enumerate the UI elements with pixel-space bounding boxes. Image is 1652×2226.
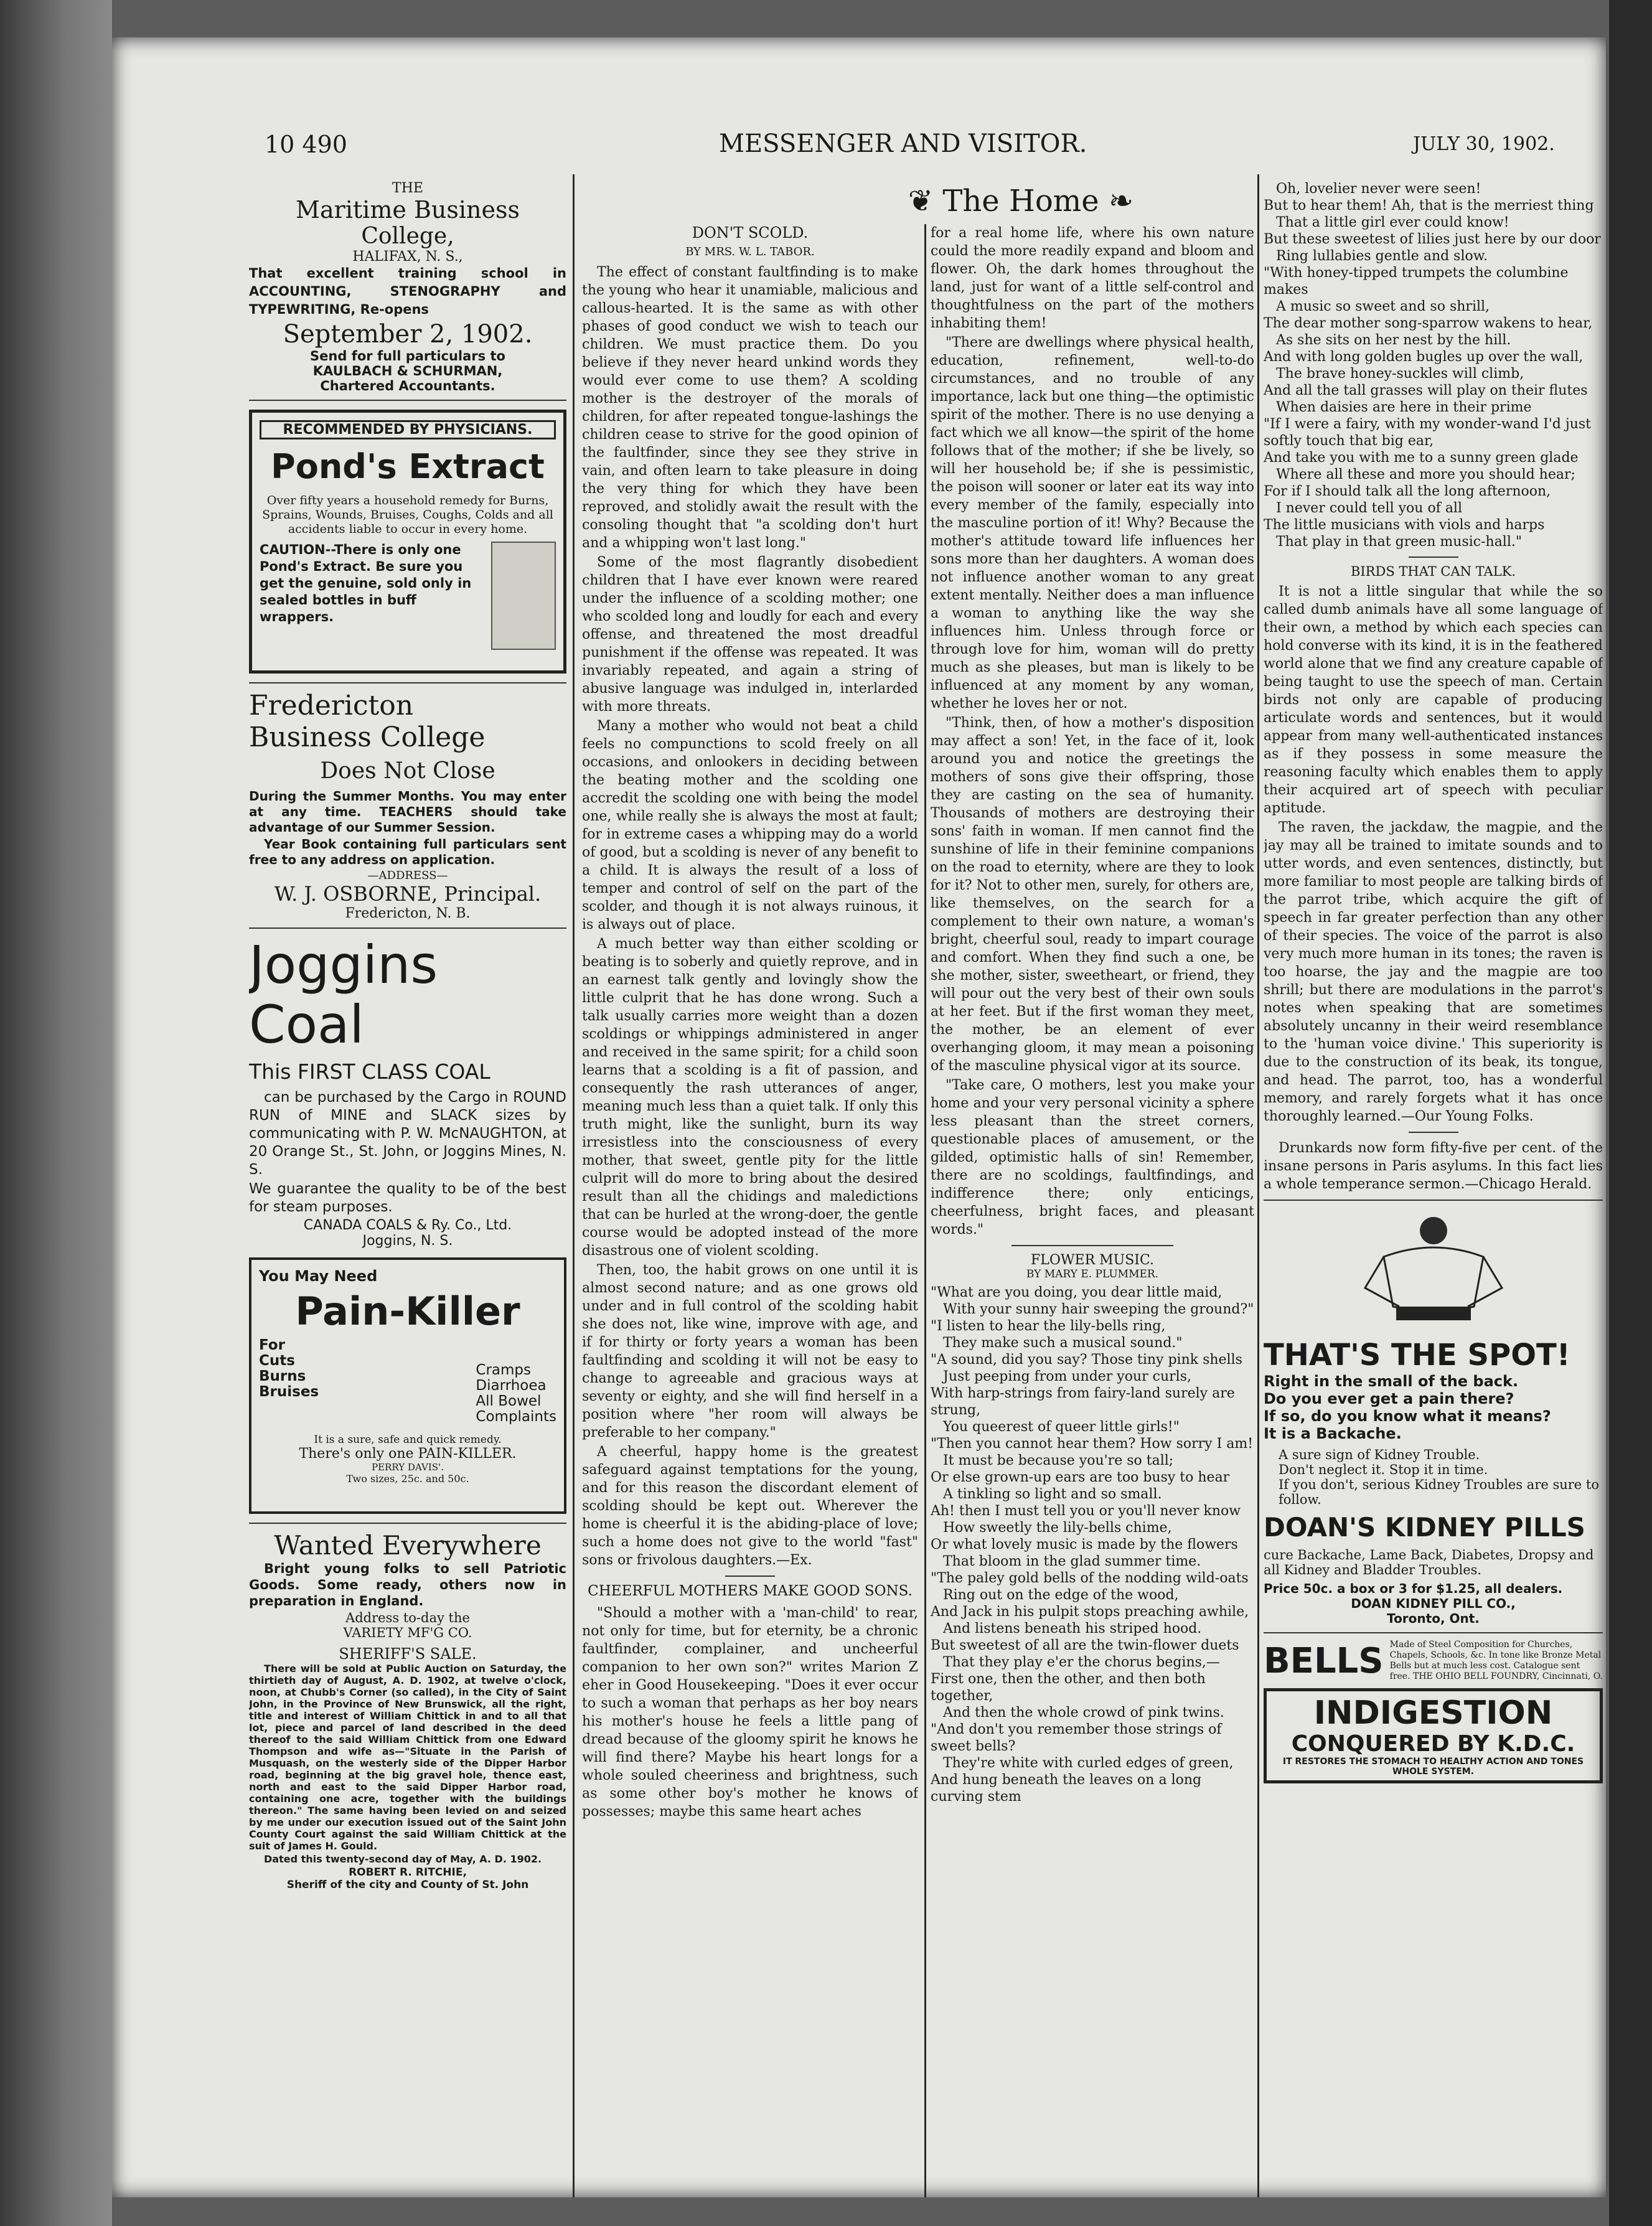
paragraph: Many a mother who would not beat a child feels no compunctions to scold freely on all occasions, and onlookers in deciding between the beating mother and the scolding one accredit the scolding one with being the model one, while really she is always the most at fault; for in extreme cases a whipping may do a world of good, but a scolding is never of any benefit to a child. It is always the result of a loss of temper and control of self on the part of the scolder, and though it is not always ruinous, it is always out of place. bbox=[582, 718, 918, 932]
poem-line: "A sound, did you say? Those tiny pink shells bbox=[931, 1352, 1242, 1368]
paragraph: A much better way than either scolding or beating is to soberly and quietly reprove, and in an earnest talk gently and lovingly show the little culprit that he has done wrong. Such a talk usually carries more weight than a dozen scoldings or whippings administered in anger and received in the same spirit; for a child soon learns that a scolding is a fit of passion, and consequently the rash utterances of anger, meaning much less than a quiet talk. If only this truth might, like the sunlight, burn its way irresistless into the consciousness of every mother, that sweet, gentle pity for the little culprit will do more to bring about the desired result than all the chidings and maledictions that can be hurled at the wrong-doer, the gentle course would be adopted instead of the more disastrous one of violent scolding. bbox=[582, 936, 918, 1259]
ad-line: Burns bbox=[259, 1368, 306, 1384]
poem-line: The brave honey-suckles will climb, bbox=[1276, 366, 1524, 382]
poem-line: That a little girl ever could know! bbox=[1276, 215, 1509, 230]
ad-line: CANADA COALS & Ry. Co., Ltd. bbox=[303, 1218, 512, 1233]
section-heading bbox=[878, 184, 1164, 218]
poem-line: That bloom in the glad summer time. bbox=[943, 1554, 1201, 1569]
poem-line: But to hear them! Ah, that is the merriest thing bbox=[1264, 198, 1594, 214]
poem-line: A tinkling so light and so small. bbox=[943, 1486, 1162, 1502]
poem-line: "I listen to hear the lily-bells ring, bbox=[931, 1318, 1166, 1334]
ad-line: DOAN KIDNEY PILL CO., bbox=[1351, 1596, 1516, 1611]
article-column-2 bbox=[582, 224, 918, 2191]
poem-line: And with long golden bugles up over the wall, bbox=[1264, 349, 1584, 365]
ad-line: Two sizes, 25c. and 50c. bbox=[346, 1473, 469, 1485]
divider bbox=[1409, 556, 1458, 558]
page-number: 10 490 bbox=[265, 131, 347, 158]
article-column-3 bbox=[931, 224, 1254, 2191]
poem-line: The dear mother song-sparrow wakens to hear, bbox=[1264, 316, 1593, 331]
ad-text: During the Summer Months. You may enter at any time. TEACHERS should take advantage of our Summer Session. bbox=[249, 789, 566, 835]
paragraph: for a real home life, where his own nature could the more readily expand and bloom and flower. Oh, the dark homes throughout the land, just for want of a little self-control and thoughtfulness on the part of the mothers inhabiting them! bbox=[931, 225, 1254, 331]
ad-line: You May Need bbox=[259, 1267, 378, 1285]
wanted-everywhere-ad bbox=[249, 1530, 566, 1640]
ad-heading: College, bbox=[361, 223, 454, 249]
notice-signature: Sheriff of the city and County of St. John bbox=[286, 1879, 529, 1891]
ad-text: Over fifty years a household remedy for Burns, Sprains, Wounds, Bruises, Coughs, Colds and all accidents liable to occur in every home. bbox=[262, 494, 553, 536]
poem-line: As she sits on her nest by the hill. bbox=[1276, 332, 1511, 348]
poem-line: First one, then the other, and then both together, bbox=[931, 1671, 1206, 1704]
ad-heading: Does Not Close bbox=[320, 758, 495, 784]
poem-line: The little musicians with viols and harps bbox=[1264, 517, 1545, 533]
poem-line: And Jack in his pulpit stops preaching awhile, bbox=[931, 1604, 1249, 1620]
pain-killer-ad bbox=[249, 1257, 566, 1514]
ad-line: PERRY DAVIS'. bbox=[372, 1462, 444, 1473]
ad-line: Do you ever get a pain there? bbox=[1264, 1390, 1514, 1407]
ad-line: Cuts bbox=[259, 1353, 295, 1369]
ad-line: RECOMMENDED BY PHYSICIANS. bbox=[260, 420, 556, 439]
doans-kidney-pills-ad bbox=[1264, 1213, 1603, 1626]
issue-date: JULY 30, 1902. bbox=[1413, 133, 1555, 155]
ad-title: CONQUERED BY K.D.C. bbox=[1291, 1731, 1575, 1757]
masthead: MESSENGER AND VISITOR. bbox=[719, 129, 1087, 158]
ad-text: We guarantee the quality to be of the best for steam purposes. bbox=[249, 1181, 566, 1215]
paragraph: "Take care, O mothers, lest you make your home and your very personal vicinity a sphere less pleasant than the street corners, questionable places of amusement, or the gilded, optimistic halls of sin! Remember, there are no scoldings, faultfindings, and indifference there; only enticings, cheerfulness, bright faces, and pleasant words." bbox=[931, 1078, 1254, 1237]
poem-line: "And don't you remember those strings of sweet bells? bbox=[931, 1722, 1222, 1754]
poem-line: How sweetly the lily-bells chime, bbox=[943, 1520, 1172, 1536]
ad-line: Right in the small of the back. bbox=[1264, 1373, 1519, 1390]
scanner-dark-edge bbox=[1609, 0, 1652, 2226]
article-title: CHEERFUL MOTHERS MAKE GOOD SONS. bbox=[588, 1583, 913, 1599]
poem-line: When daisies are here in their prime bbox=[1276, 400, 1532, 415]
divider bbox=[249, 400, 566, 401]
ad-line: Address to-day the bbox=[345, 1610, 470, 1625]
ad-heading: Maritime Business bbox=[296, 196, 520, 223]
notice-text: Dated this twenty-second day of May, A. D. 1902. bbox=[264, 1853, 542, 1865]
ponds-extract-ad bbox=[249, 410, 566, 674]
poem-line: With your sunny hair sweeping the ground?" bbox=[943, 1302, 1254, 1317]
divider bbox=[725, 1576, 775, 1577]
poem-line: Or what lovely music is made by the flowers bbox=[931, 1537, 1238, 1552]
ad-line: Toronto, Ont. bbox=[1387, 1611, 1480, 1626]
paragraph: The effect of constant faultfinding is to make the young who hear it unamiable, malicious and callous-hearted. It is the same as with other phases of good conduct we wish to teach our children. We must practice them. Do you believe if they never heard unkind words they would ever come to use them? A scolding mother is the destroyer of the morals of children, for after repeated tongue-lashings the children cease to strive for the good opinion of the faultfinder, since they see they strive in vain, and often learn to take pleasure in doing the very thing for which they have been reproved, and stolidly await the result with the consoling thought that "a scolding don't hurt and a whipping won't last long." bbox=[582, 265, 918, 551]
ad-line: VARIETY MF'G CO. bbox=[343, 1625, 472, 1640]
ad-list bbox=[259, 1338, 319, 1425]
ad-text: can be purchased by the Cargo in ROUND RUN of MINE and SLACK sizes by communicating with P. W. McNAUGHTON, at 20 Orange St., St. John, or Joggins Mines, N. S. bbox=[249, 1089, 566, 1178]
poem-line: A music so sweet and so shrill, bbox=[1276, 299, 1490, 314]
ad-caution: CAUTION--There is only one Pond's Extract. Be sure you get the genuine, sold only in sealed bottles in buff wrappers. bbox=[260, 542, 472, 624]
ad-text: That excellent training school in ACCOUNTING, STENOGRAPHY and TYPEWRITING, Re-opens bbox=[249, 266, 566, 317]
poem-line: And hung beneath the leaves on a long curving stem bbox=[931, 1772, 1202, 1805]
paragraph: "Think, then, of how a mother's disposition may affect a son! Yet, in the face of it, look around you and notice the greetings the mothers of sons give their offspring, those they are casting on the sea of humanity. Thousands of mothers are destroying their sons' faith in woman. If men cannot find the sunshine of life in their feminine companions on the road to eternity, where are they to look for it? Not to other men, surely, for others are, like themselves, on the search for a complement to their own nature, a woman's bright, cheerful soul, ready to impart courage and comfort. When they find such a one, be she mother, sister, sweetheart, or friend, they will pour out the very best of their own souls at her feet. But if the first woman they meet, the mother, be an element of ever overhanging gloom, it may mean a poisoning of the masculine physical vigor at its source. bbox=[931, 715, 1254, 1074]
poem-line: "With honey-tipped trumpets the columbine makes bbox=[1264, 265, 1569, 298]
ad-line: KAULBACH & SCHURMAN, bbox=[312, 364, 503, 378]
ad-title: Joggins Coal bbox=[249, 934, 438, 1055]
poem-line: But these sweetest of lilies just here by our door bbox=[1264, 232, 1601, 247]
ad-line: If you don't, serious Kidney Troubles are sure to follow. bbox=[1279, 1477, 1599, 1507]
column-rule bbox=[1257, 174, 1259, 2197]
ad-line: —ADDRESS— bbox=[367, 869, 448, 882]
ad-line: For bbox=[259, 1337, 285, 1353]
ads-column bbox=[249, 181, 566, 2191]
poem-line: And all the tall grasses will play on their flutes bbox=[1264, 383, 1588, 398]
poem-line: "Then you cannot hear them? How sorry I am! bbox=[931, 1436, 1254, 1452]
paragraph: Some of the most flagrantly disobedient children that I have ever known were reared under the influence of a scolding mother; one who scolded long and loudly for each and every offense, and threatened the most dreadful punishment if the offense was repeated. It was invariably repeated, and again a string of abusive language was indulged in, interlarded with more threats. bbox=[582, 555, 918, 715]
ad-line: A sure sign of Kidney Trouble. bbox=[1279, 1447, 1480, 1462]
ad-line: Complaints bbox=[476, 1409, 556, 1425]
man-back-illustration bbox=[1346, 1213, 1521, 1331]
ad-line: THE bbox=[392, 181, 423, 196]
poem-line: They make such a musical sound." bbox=[943, 1335, 1183, 1351]
poem-line: But sweetest of all are the twin-flower duets bbox=[931, 1638, 1239, 1653]
ad-date: September 2, 1902. bbox=[283, 320, 533, 349]
poem-line: Oh, lovelier never were seen! bbox=[1276, 181, 1481, 197]
book-binding-edge bbox=[0, 0, 112, 2226]
ad-title: THAT'S THE SPOT! bbox=[1264, 1338, 1570, 1373]
paragraph: Drunkards now form fifty-five per cent. of the insane persons in Paris asylums. In this fact lies a whole temperance sermon.—Chicago Herald. bbox=[1264, 1140, 1603, 1192]
fredericton-college-ad bbox=[249, 690, 566, 921]
ad-title: Wanted Everywhere bbox=[274, 1530, 542, 1561]
poem-byline: BY MARY E. PLUMMER. bbox=[1026, 1268, 1159, 1280]
ad-line: If so, do you know what it means? bbox=[1264, 1407, 1551, 1425]
divider bbox=[1264, 1632, 1603, 1633]
section-title: The Home bbox=[942, 184, 1099, 218]
ad-text: Year Book containing full particulars sent free to any address on application. bbox=[249, 837, 566, 867]
article-column-4 bbox=[1264, 181, 1603, 2191]
ad-line: Fredericton, N. B. bbox=[345, 906, 471, 921]
poem-line: And then the whole crowd of pink twins. bbox=[943, 1705, 1224, 1721]
poem-line: You queerest of queer little girls!" bbox=[943, 1419, 1180, 1435]
poem bbox=[931, 1284, 1254, 1805]
ad-heading: Business College bbox=[249, 721, 486, 753]
poem-title: FLOWER MUSIC. bbox=[1030, 1252, 1154, 1268]
poem-line: "The paley gold bells of the nodding wild-oats bbox=[931, 1571, 1249, 1586]
ad-line: Joggins, N. S. bbox=[362, 1233, 453, 1249]
ad-text: Made of Steel Composition for Churches, Chapels, Schools, &c. In tone like Bronze Metal Bells but at much less cost. Catalogue sent free. THE OHIO BELL FOUNDRY, Cincinnati, O. bbox=[1389, 1640, 1603, 1681]
ad-line: All Bowel bbox=[476, 1393, 542, 1409]
ad-line: It is a Backache. bbox=[1264, 1425, 1402, 1442]
ad-line: Send for full particulars to bbox=[310, 349, 505, 364]
ad-line: IT RESTORES THE STOMACH TO HEALTHY ACTION AND TONES WHOLE SYSTEM. bbox=[1282, 1757, 1584, 1777]
divider bbox=[249, 682, 566, 683]
ad-title: DOAN'S KIDNEY PILLS bbox=[1264, 1512, 1585, 1543]
poem-line: For if I should talk all the long afternoon, bbox=[1264, 484, 1551, 499]
maritime-college-ad bbox=[249, 181, 566, 393]
poem-line: Ah! then I must tell you or you'll never know bbox=[931, 1503, 1241, 1519]
divider bbox=[1409, 1132, 1458, 1133]
ad-line: Cramps bbox=[476, 1362, 532, 1378]
ad-heading: Fredericton bbox=[249, 690, 414, 721]
ad-line: There's only one PAIN-KILLER. bbox=[299, 1446, 517, 1462]
joggins-coal-ad bbox=[249, 935, 566, 1249]
poem-line: Or else grown-up ears are too busy to hear bbox=[931, 1470, 1230, 1485]
poem-continued bbox=[1264, 181, 1603, 550]
poem-line: Ring lullabies gentle and slow. bbox=[1276, 248, 1488, 264]
ad-line: Diarrhoea bbox=[476, 1378, 547, 1394]
divider bbox=[1264, 1200, 1603, 1201]
poem-line: That they play e'er the chorus begins,— bbox=[943, 1655, 1220, 1670]
ad-line: Bruises bbox=[259, 1384, 319, 1400]
ad-list bbox=[476, 1338, 556, 1425]
paragraph: It is not a little singular that while the so called dumb animals have all some language of their own, a method by which each species can hold converse with its kind, it is in the feathered world alone that we find any creature capable of being taught to use the speech of man. Certain birds not only are capable of producing articulate words and sentences, but it would appear from many well-authenticated instances as if they possess in some measure the reasoning faculty which enables them to apply their acquired art of speech with peculiar aptitude. bbox=[1264, 584, 1603, 816]
poem-line: And take you with me to a sunny green glade bbox=[1264, 450, 1579, 466]
back-pain-figure-icon bbox=[1346, 1213, 1521, 1331]
paragraph: "There are dwellings where physical health, education, refinement, well-to-do circumstances, and no trouble of any importance, lack but one thing—the optimistic spirit of the mother. There is no use denying a fact which we all know—the spirit of the home follows that of the mother; if she be lively, so will her household be; if she is pessimistic, the poison will sooner or later eat its way into every member of the family, especially into the masculine portion of it! Why? Because the mother's attitude toward life influences her sons more than her daughters. A woman does not influence another woman to any great extent mentally. Neither does a man influence a woman to anything like the way she influences him. Unless through force or through love for him, woman will do pretty much as she pleases, but man is likely to be influenced at any moment by any woman, whether he loves her or not. bbox=[931, 335, 1254, 711]
ad-line: Price 50c. a box or 3 for $1.25, all dealers. bbox=[1264, 1581, 1563, 1596]
column-rule bbox=[924, 224, 926, 2197]
poem-line: Just peeping from under your curls, bbox=[943, 1369, 1191, 1384]
divider bbox=[249, 928, 566, 929]
fleuron-icon: ❧ bbox=[1099, 184, 1134, 218]
sheriffs-sale-notice bbox=[249, 1645, 566, 1891]
ad-title: BELLS bbox=[1264, 1640, 1384, 1681]
poem-line: I never could tell you of all bbox=[1276, 500, 1463, 516]
poem-line: "What are you doing, you dear little maid, bbox=[931, 1285, 1223, 1300]
ad-title: INDIGESTION bbox=[1313, 1694, 1553, 1732]
ad-line: It is a sure, safe and quick remedy. bbox=[314, 1434, 502, 1446]
bells-ad bbox=[1264, 1640, 1603, 1682]
divider bbox=[249, 1523, 566, 1524]
column-rule bbox=[573, 174, 575, 2197]
article-title: BIRDS THAT CAN TALK. bbox=[1350, 564, 1516, 579]
ad-text: cure Backache, Lame Back, Diabetes, Dropsy and all Kidney and Bladder Troubles. bbox=[1264, 1547, 1594, 1577]
article-title: DON'T SCOLD. bbox=[692, 224, 809, 242]
poem-line: Ring out on the edge of the wood, bbox=[943, 1587, 1179, 1603]
paragraph: Then, too, the habit grows on one until it is almost second nature; and as one grows old under and in full control of the scolding habit she does not, like wine, improve with age, and if for thirty or forty years a woman has been faultfinding and scolding it will not be easy to change to agreeable and gracious ways at seventy or eighty, and she will find herself in a position where "her room will always be preferable to her company." bbox=[582, 1262, 918, 1440]
ad-title: Pond's Extract bbox=[271, 447, 545, 486]
poem-line: "If I were a fairy, with my wonder-wand I'd just softly touch that big ear, bbox=[1264, 416, 1592, 449]
divider bbox=[1011, 1245, 1173, 1246]
ad-line: Don't neglect it. Stop it in time. bbox=[1279, 1462, 1488, 1477]
newspaper-page bbox=[112, 37, 1606, 2197]
ad-heading: This FIRST CLASS COAL bbox=[249, 1059, 490, 1084]
poem-line: That play in that green music-hall." bbox=[1276, 534, 1522, 550]
ad-line: W. J. OSBORNE, Principal. bbox=[274, 882, 542, 906]
paragraph: The raven, the jackdaw, the magpie, and the jay may all be trained to imitate sounds and to utter words, and even sentences, distinctly, but more familiar to most people are talking birds of the parrot tribe, which acquire the gift of speech in far greater perfection than any other of their species. The voice of the parrot is also very much more human in its tones; the raven is too hoarse, the jay and the magpie are too shrill; but there are modulations in the parrot's notes when speaking that are sometimes absolutely uncanny in their weird resemblance to the 'human voice divine.' This superiority is due to the construction of its beak, its tongue, and head. The parrot, too, has a wonderful memory, and rarely forgets what it has once thoroughly learned.—Our Young Folks. bbox=[1264, 820, 1603, 1124]
paragraph: A cheerful, happy home is the greatest safeguard against temptations for the young, and for this reason the discordant element of scolding should be kept out. Wherever the home is cheerful it is the abiding-place of love; such a home does not give to the world "fast" sons or frivolous daughters.—Ex. bbox=[582, 1444, 918, 1568]
poem-line: And listens beneath his striped hood. bbox=[943, 1621, 1202, 1637]
poem-line: They're white with curled edges of green, bbox=[943, 1755, 1234, 1771]
notice-signature: ROBERT R. RITCHIE, bbox=[349, 1866, 467, 1879]
fleuron-icon: ❦ bbox=[908, 184, 943, 218]
ad-line: Chartered Accountants. bbox=[320, 378, 495, 393]
poem-line: Where all these and more you should hear; bbox=[1276, 467, 1575, 482]
ad-title: Pain-Killer bbox=[295, 1289, 520, 1334]
kdc-ad bbox=[1264, 1688, 1603, 1783]
bottle-illustration bbox=[491, 542, 556, 650]
article-byline: BY MRS. W. L. TABOR. bbox=[685, 245, 815, 258]
ad-text: Bright young folks to sell Patriotic Goods. Some ready, others now in preparation in England. bbox=[249, 1561, 566, 1608]
poem-line: It must be because you're so tall; bbox=[943, 1453, 1174, 1468]
ad-line: HALIFAX, N. S., bbox=[352, 249, 463, 265]
poem-line: With harp-strings from fairy-land surely are strung, bbox=[931, 1386, 1235, 1418]
paragraph: "Should a mother with a 'man-child' to rear, not only for time, but for eternity, be a chronic faultfinder, complainer, and uncheerful companion to her own son?" writes Marion Z eher in Good Housekeeping. "Does it ever occur to such a woman that perhaps as her boy nears his mother's house he feels a little pang of dread because of the gloomy spirit he knows he will find there? Maybe his heart longs for a whole souled cheeriness and brightness, such as some other boy's mother he knows of possesses; maybe this same heart aches bbox=[582, 1605, 918, 1820]
notice-text: There will be sold at Public Auction on Saturday, the thirtieth day of August, A. D. 1902, at twelve o'clock, noon, at Chubb's Corner (so called), in the City of Saint John, in the Province of New Brunswick, all the right, title and interest of William Chittick in and to all that lot, piece and parcel of land described in the deed thereof to the said William Chittick from one Edward Thompson and wife as—"Situate in the Parish of Musquash, on the westerly side of the Dipper Harbor road, beginning at the big gravel hole, thence east, north and east to the said Dipper Harbor road, containing one acre, together with the buildings thereon." The same having been levied on and seized by me under our execution issued out of the Saint John County Court against the said William Chittick at the suit of James H. Gould. bbox=[249, 1663, 566, 1852]
notice-title: SHERIFF'S SALE. bbox=[339, 1645, 477, 1663]
